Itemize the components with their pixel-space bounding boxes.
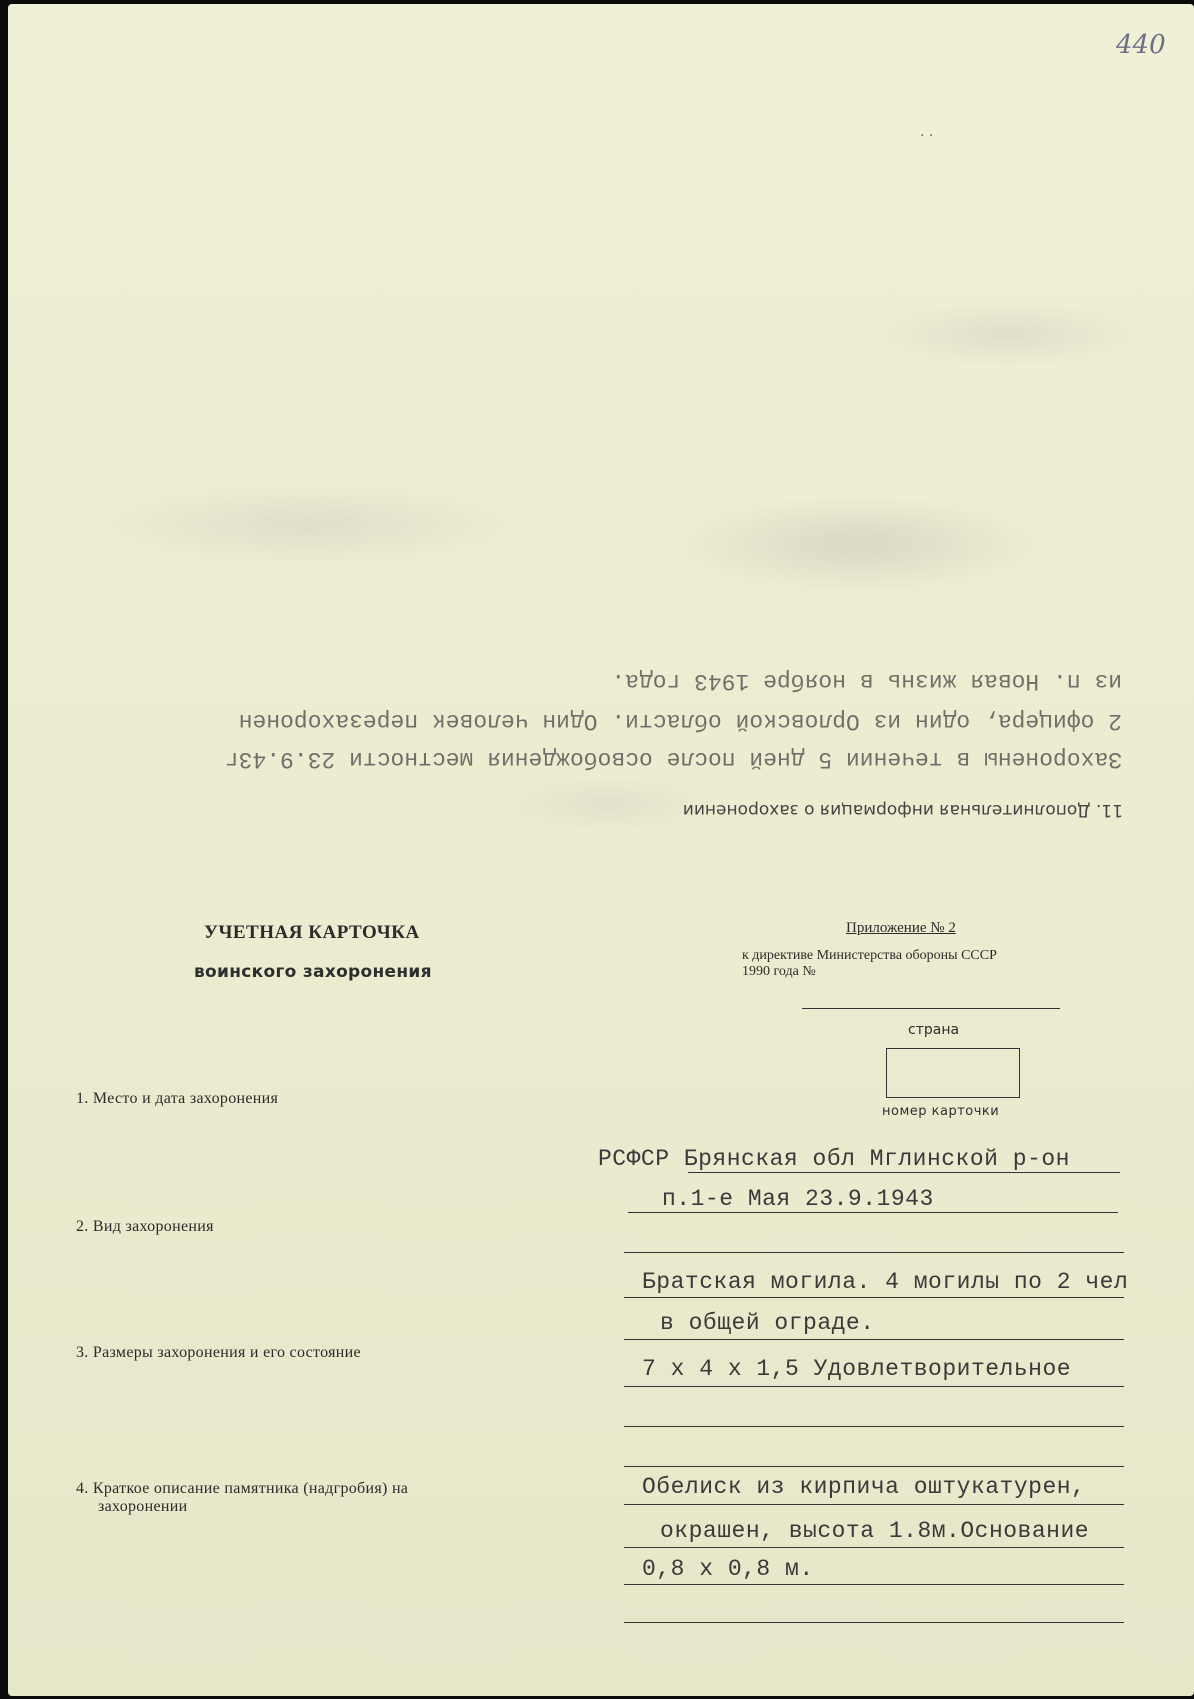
mirrored-heading-text: 11. Дополнительная информация о захоронении — [682, 800, 1123, 820]
field-3-value-line-1: 7 х 4 х 1,5 Удовлетворительное — [642, 1356, 1072, 1382]
mirrored-line-text: 2 офицера, один из Орловской области. Один человек перезахоронен — [238, 708, 1122, 734]
page-number: 440 — [1116, 30, 1166, 60]
field-3-underline-3 — [624, 1466, 1124, 1467]
card-number-label: номер карточки — [882, 1104, 1000, 1119]
field-4-value-line-2: окрашен, высота 1.8м.Основание — [660, 1518, 1090, 1544]
field-1-label: 1. Место и дата захоронения — [76, 1090, 279, 1107]
field-3-label: 3. Размеры захоронения и его состояние — [76, 1344, 361, 1361]
mirrored-line-2 — [239, 708, 1122, 734]
document-page — [8, 4, 1194, 1696]
mirrored-line-3 — [611, 668, 1122, 694]
mirrored-heading — [683, 800, 1123, 820]
mirrored-line-1 — [225, 746, 1122, 772]
field-4-value-line-3: 0,8 х 0,8 м. — [642, 1556, 814, 1582]
field-4-underline-3 — [624, 1584, 1124, 1585]
field-4-label-line-2: захоронении — [98, 1498, 188, 1515]
directive-line-1: к директиве Министерства обороны СССР — [742, 948, 997, 963]
field-1-value-line-1: РСФСР Брянская обл Мглинской р-он — [598, 1146, 1070, 1172]
directive-text — [742, 948, 997, 980]
stray-dots: · · — [920, 128, 934, 144]
card-subtitle: воинского захоронения — [194, 962, 432, 982]
field-2-blank-line — [624, 1252, 1124, 1253]
field-3-underline-1 — [624, 1386, 1124, 1387]
mirrored-line-text: Захоронены в течении 5 дней после освобождения местности 23.9.43г — [224, 746, 1122, 772]
field-3-underline-2 — [624, 1426, 1124, 1427]
field-4-label-line-1: 4. Краткое описание памятника (надгробия) на — [76, 1480, 409, 1497]
field-2-label: 2. Вид захоронения — [76, 1218, 214, 1235]
field-4-label — [76, 1480, 408, 1516]
field-4-underline-2 — [624, 1547, 1124, 1548]
directive-line-2: 1990 года № — [742, 964, 816, 979]
card-number-box — [886, 1048, 1020, 1098]
card-title: УЧЕТНАЯ КАРТОЧКА — [204, 922, 420, 943]
field-4-value-line-1: Обелиск из кирпича оштукатурен, — [642, 1474, 1086, 1500]
country-line — [802, 1008, 1060, 1009]
field-1-underline-1 — [688, 1172, 1120, 1173]
field-2-value-line-1: Братская могила. 4 могилы по 2 чел — [642, 1269, 1129, 1295]
mirrored-line-text: из п. Новая жизнь в ноябре 1943 года. — [611, 668, 1122, 694]
appendix-label: Приложение № 2 — [846, 920, 956, 936]
field-1-underline-2 — [628, 1212, 1118, 1213]
field-2-underline-1 — [624, 1297, 1124, 1298]
field-4-underline-4 — [624, 1622, 1124, 1623]
field-1-value-line-2: п.1-е Мая 23.9.1943 — [662, 1186, 934, 1212]
field-4-underline-1 — [624, 1504, 1124, 1505]
field-2-underline-2 — [624, 1339, 1124, 1340]
field-2-value-line-2: в общей ограде. — [660, 1310, 875, 1336]
country-label: страна — [908, 1022, 960, 1038]
